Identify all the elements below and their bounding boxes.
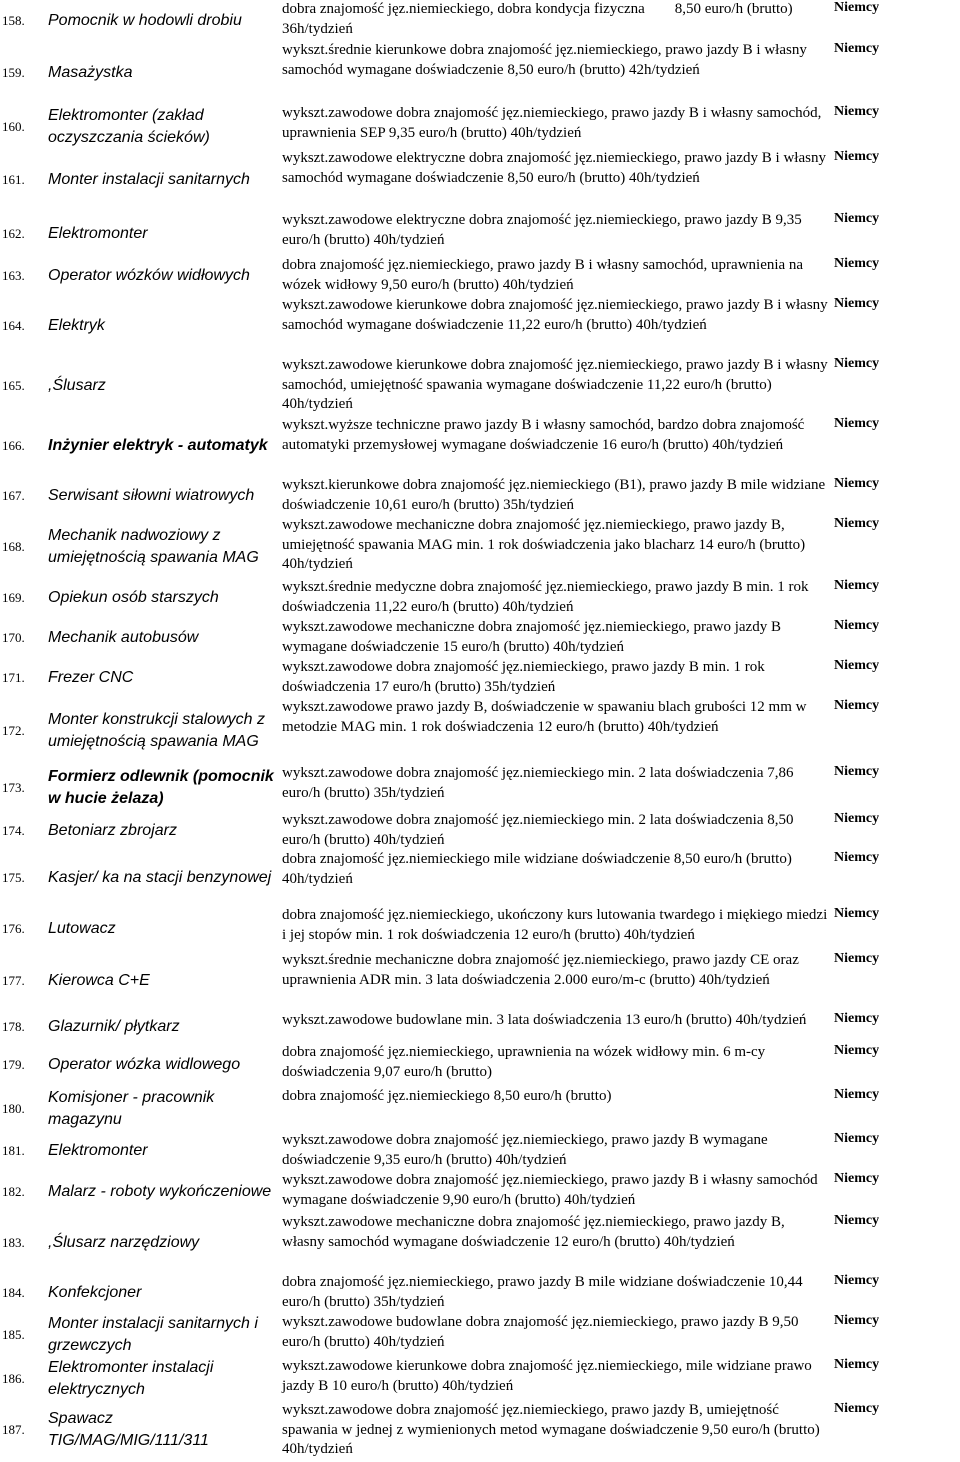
job-title: Elektromonter (zakład oczyszczania ścieków) xyxy=(48,106,210,146)
job-requirements: wykszt.zawodowe dobra znajomość jęz.niemieckiego min. 2 lata doświadczenia 8,50 euro/h (brutto) 40h/tydzień xyxy=(282,812,794,848)
job-title: Frezer CNC xyxy=(48,669,134,686)
row-number: 186. xyxy=(2,1371,25,1386)
job-title: Opiekun osób starszych xyxy=(48,589,219,606)
job-title: Formierz odlewnik (pomocnik w hucie żelaza) xyxy=(48,767,274,807)
table-row xyxy=(0,578,960,618)
job-title: Monter konstrukcji stalowych z umiejętnością spawania MAG xyxy=(48,711,265,750)
job-title: Elektromonter xyxy=(48,1142,148,1159)
row-number: 167. xyxy=(2,488,25,503)
job-country: Niemcy xyxy=(834,658,880,673)
row-number: 181. xyxy=(2,1143,25,1158)
job-title: Kierowca C+E xyxy=(48,972,150,989)
table-row xyxy=(0,1401,960,1460)
job-country: Niemcy xyxy=(834,578,880,593)
table-row xyxy=(0,1213,960,1273)
job-country: Niemcy xyxy=(834,1131,880,1146)
row-number: 161. xyxy=(2,172,25,187)
row-number: 180. xyxy=(2,1101,25,1116)
row-number: 159. xyxy=(2,64,25,80)
job-requirements: wykszt.zawodowe mechaniczne dobra znajomość jęz.niemieckiego, prawo jazdy B, własny samochód wymagane doświadczenie 12 euro/h (brutto) 40h/tydzień xyxy=(282,1214,785,1250)
row-number: 172. xyxy=(2,723,25,738)
table-row xyxy=(0,1087,960,1131)
job-country: Niemcy xyxy=(834,1011,880,1026)
row-number: 162. xyxy=(2,225,25,241)
job-requirements: wykszt.zawodowe dobra znajomość jęz.niemieckiego, prawo jazdy B i własny samochód, uprawnienia SEP 9,35 euro/h (brutto) 40h/tydzień xyxy=(282,105,822,141)
table-row xyxy=(0,516,960,578)
job-title: Mechanik autobusów xyxy=(48,629,199,646)
table-row xyxy=(0,1011,960,1043)
job-country: Niemcy xyxy=(834,906,880,921)
job-requirements: wykszt.zawodowe kierunkowe dobra znajomość jęz.niemieckiego, prawo jazdy B i własny samochód, umiejętność spawania wymagane doświadczenie 11,22 euro/h (brutto) 40h/tydzień xyxy=(282,357,828,412)
job-requirements: dobra znajomość jęz.niemieckiego, dobra kondycja fizyczna 8,50 euro/h (brutto) 36h/tydzień xyxy=(282,1,793,37)
table-row xyxy=(0,1043,960,1087)
table-row xyxy=(0,618,960,658)
table-row xyxy=(0,1273,960,1313)
job-title: ,Ślusarz narzędziowy xyxy=(48,1234,200,1251)
table-row xyxy=(0,0,960,41)
job-country: Niemcy xyxy=(834,811,880,826)
job-title: Operator wózka widlowego xyxy=(48,1056,241,1073)
job-requirements: wykszt.średnie medyczne dobra znajomość jęz.niemieckiego, prawo jazdy B min. 1 rok doświadczenia 11,22 euro/h (brutto) 40h/tydzień xyxy=(282,579,809,615)
row-number: 173. xyxy=(2,779,25,795)
row-number: 174. xyxy=(2,822,25,838)
table-row xyxy=(0,906,960,951)
row-number: 182. xyxy=(2,1184,25,1199)
row-number: 170. xyxy=(2,630,25,645)
job-requirements: wykszt.zawodowe mechaniczne dobra znajomość jęz.niemieckiego, prawo jazdy B, umiejętność spawania MAG min. 1 rok doświadczenia jako blacharz 14 euro/h (brutto) 40h/tydzień xyxy=(282,517,806,572)
job-title: Betoniarz zbrojarz xyxy=(48,821,177,839)
job-title: Glazurnik/ płytkarz xyxy=(48,1018,180,1035)
job-requirements: wykszt.zawodowe mechaniczne dobra znajomość jęz.niemieckiego, prawo jazdy B wymagane doświadczenie 15 euro/h (brutto) 40h/tydzień xyxy=(282,619,781,655)
job-requirements: wykszt.zawodowe budowlane min. 3 lata doświadczenia 13 euro/h (brutto) 40h/tydzień xyxy=(282,1012,807,1028)
job-country: Niemcy xyxy=(834,0,880,15)
row-number: 158. xyxy=(2,12,25,28)
job-title: Konfekcjoner xyxy=(48,1284,142,1301)
row-number: 183. xyxy=(2,1235,25,1250)
job-title: Inżynier elektryk - automatyk xyxy=(48,437,268,454)
job-title: Elektryk xyxy=(48,317,105,334)
job-country: Niemcy xyxy=(834,951,880,966)
job-country: Niemcy xyxy=(834,764,880,779)
job-requirements: dobra znajomość jęz.niemieckiego, prawo jazdy B mile widziane doświadczenie 10,44 euro/h (brutto) 35h/tydzień xyxy=(282,1274,803,1310)
job-requirements: wykszt.zawodowe dobra znajomość jęz.niemieckiego, prawo jazdy B, umiejętność spawania w jednej z wymienionych metod wymagane doświadczenie 9,50 euro/h (brutto) 40h/tydzień xyxy=(282,1402,820,1457)
job-country: Niemcy xyxy=(834,618,880,633)
row-number: 163. xyxy=(2,268,25,283)
job-title: Lutowacz xyxy=(48,919,116,937)
row-number: 185. xyxy=(2,1327,25,1342)
row-number: 166. xyxy=(2,438,25,453)
table-row xyxy=(0,41,960,104)
table-row xyxy=(0,698,960,764)
job-title: Elektromonter xyxy=(48,224,148,242)
row-number: 171. xyxy=(2,670,25,685)
job-requirements: wykszt.średnie kierunkowe dobra znajomość jęz.niemieckiego, prawo jazdy B i własny samochód wymagane doświadczenie 8,50 euro/h (brutto) 42h/tydzień xyxy=(282,42,807,78)
row-number: 177. xyxy=(2,973,25,988)
job-title: Spawacz TIG/MAG/MIG/111/311 xyxy=(48,1410,209,1450)
job-country: Niemcy xyxy=(834,149,880,164)
row-number: 160. xyxy=(2,118,25,134)
job-country: Niemcy xyxy=(834,1273,880,1288)
row-number: 164. xyxy=(2,318,25,333)
row-number: 178. xyxy=(2,1019,25,1034)
job-requirements: wykszt.zawodowe dobra znajomość jęz.niemieckiego min. 2 lata doświadczenia 7,86 euro/h (brutto) 35h/tydzień xyxy=(282,765,794,801)
job-requirements: dobra znajomość jęz.niemieckiego mile widziane doświadczenie 8,50 euro/h (brutto) 40h/tydzień xyxy=(282,851,792,887)
job-title: Elektromonter instalacji elektrycznych xyxy=(48,1359,214,1398)
job-title: Malarz - roboty wykończeniowe xyxy=(48,1183,272,1200)
table-row xyxy=(0,764,960,811)
table-row xyxy=(0,951,960,1011)
row-number: 176. xyxy=(2,920,25,936)
row-number: 187. xyxy=(2,1422,25,1438)
job-title: Komisjoner - pracownik magazynu xyxy=(48,1089,215,1128)
table-row xyxy=(0,658,960,698)
row-number: 168. xyxy=(2,539,25,554)
table-row xyxy=(0,1131,960,1171)
job-requirements: wykszt.zawodowe dobra znajomość jęz.niemieckiego, prawo jazdy B min. 1 rok doświadczenia 17 euro/h (brutto) 35h/tydzień xyxy=(282,659,765,695)
job-country: Niemcy xyxy=(834,1171,880,1186)
job-country: Niemcy xyxy=(834,41,880,56)
job-title: ,Ślusarz xyxy=(48,377,106,394)
table-row xyxy=(0,356,960,416)
job-country: Niemcy xyxy=(834,356,880,371)
job-country: Niemcy xyxy=(834,1043,880,1058)
job-country: Niemcy xyxy=(834,1213,880,1228)
job-country: Niemcy xyxy=(834,256,880,271)
job-title: Serwisant siłowni wiatrowych xyxy=(48,487,255,504)
job-title: Pomocnik w hodowli drobiu xyxy=(48,11,242,29)
table-row xyxy=(0,1313,960,1357)
table-row xyxy=(0,476,960,516)
job-title: Mechanik nadwoziowy z umiejętnością spawania MAG xyxy=(48,527,259,566)
job-requirements: wykszt.zawodowe kierunkowe dobra znajomość jęz.niemieckiego, mile widziane prawo jazdy B 10 euro/h (brutto) 40h/tydzień xyxy=(282,1358,812,1394)
job-country: Niemcy xyxy=(834,1357,880,1372)
table-row xyxy=(0,811,960,850)
job-country: Niemcy xyxy=(834,1401,880,1416)
job-country: Niemcy xyxy=(834,211,880,226)
job-requirements: dobra znajomość jęz.niemieckiego, uprawnienia na wózek widłowy min. 6 m-cy doświadczenia 9,07 euro/h (brutto) xyxy=(282,1044,766,1080)
job-country: Niemcy xyxy=(834,416,880,431)
job-requirements: dobra znajomość jęz.niemieckiego, prawo jazdy B i własny samochód, uprawnienia na wózek widłowy 9,50 euro/h (brutto) 40h/tydzień xyxy=(282,257,804,293)
table-row xyxy=(0,1171,960,1213)
job-requirements: wykszt.zawodowe budowlane dobra znajomość jęz.niemieckiego, prawo jazdy B 9,50 euro/h (brutto) 40h/tydzień xyxy=(282,1314,799,1350)
job-title: Monter instalacji sanitarnych i grzewczych xyxy=(48,1315,258,1354)
row-number: 179. xyxy=(2,1057,25,1072)
job-requirements: wykszt.średnie mechaniczne dobra znajomość jęz.niemieckiego, prawo jazdy CE oraz uprawnienia ADR min. 3 lata doświadczenia 2.000 euro/m-c (brutto) 40h/tydzień xyxy=(282,952,799,988)
job-requirements: wykszt.zawodowe prawo jazdy B, doświadczenie w spawaniu blach grubości 12 mm w metodzie MAG min. 1 rok doświadczenia 12 euro/h (brutto) 40h/tydzień xyxy=(282,699,807,735)
job-requirements: wykszt.wyższe techniczne prawo jazdy B i własny samochód, bardzo dobra znajomość automatyki przemysłowej wymagane doświadczenie 16 euro/h (brutto) 40h/tydzień xyxy=(282,417,805,453)
job-country: Niemcy xyxy=(834,850,880,865)
job-country: Niemcy xyxy=(834,516,880,531)
job-country: Niemcy xyxy=(834,1313,880,1328)
table-row xyxy=(0,211,960,256)
table-row xyxy=(0,1357,960,1401)
row-number: 184. xyxy=(2,1285,25,1300)
job-country: Niemcy xyxy=(834,1087,880,1102)
table-row xyxy=(0,296,960,356)
job-requirements: wykszt.zawodowe kierunkowe dobra znajomość jęz.niemieckiego, prawo jazdy B i własny samochód wymagane doświadczenie 11,22 euro/h (brutto) 40h/tydzień xyxy=(282,297,828,333)
table-row xyxy=(0,256,960,296)
job-title: Masażystka xyxy=(48,63,133,81)
job-country: Niemcy xyxy=(834,104,880,119)
row-number: 165. xyxy=(2,378,25,393)
job-requirements: dobra znajomość jęz.niemieckiego, ukończony kurs lutowania twardego i miękiego miedzi i jej stopów min. 1 rok doświadczenia 12 euro/h (brutto) 40h/tydzień xyxy=(282,907,828,943)
job-title: Kasjer/ ka na stacji benzynowej xyxy=(48,869,272,886)
job-requirements: wykszt.zawodowe dobra znajomość jęz.niemieckiego, prawo jazdy B i własny samochód wymagane doświadczenie 9,90 euro/h (brutto) 40h/tydzień xyxy=(282,1172,818,1208)
job-requirements: wykszt.zawodowe elektryczne dobra znajomość jęz.niemieckiego, prawo jazdy B 9,35 euro/h (brutto) 40h/tydzień xyxy=(282,212,802,248)
job-requirements: wykszt.kierunkowe dobra znajomość jęz.niemieckiego (B1), prawo jazdy B mile widziane doświadczenie 10,61 euro/h (brutto) 35h/tydzień xyxy=(282,477,826,513)
job-country: Niemcy xyxy=(834,476,880,491)
job-requirements: dobra znajomość jęz.niemieckiego 8,50 euro/h (brutto) xyxy=(282,1088,612,1104)
table-row xyxy=(0,850,960,906)
row-number: 169. xyxy=(2,590,25,605)
job-country: Niemcy xyxy=(834,698,880,713)
table-row xyxy=(0,416,960,476)
job-country: Niemcy xyxy=(834,296,880,311)
job-requirements: wykszt.zawodowe elektryczne dobra znajomość jęz.niemieckiego, prawo jazdy B i własny samochód wymagane doświadczenie 8,50 euro/h (brutto) 40h/tydzień xyxy=(282,150,826,186)
job-title: Operator wózków widłowych xyxy=(48,267,250,284)
job-title: Monter instalacji sanitarnych xyxy=(48,171,250,188)
row-number: 175. xyxy=(2,870,25,885)
job-requirements: wykszt.zawodowe dobra znajomość jęz.niemieckiego, prawo jazdy B wymagane doświadczenie 9,35 euro/h (brutto) 40h/tydzień xyxy=(282,1132,768,1168)
table-row xyxy=(0,104,960,149)
table-row xyxy=(0,149,960,211)
